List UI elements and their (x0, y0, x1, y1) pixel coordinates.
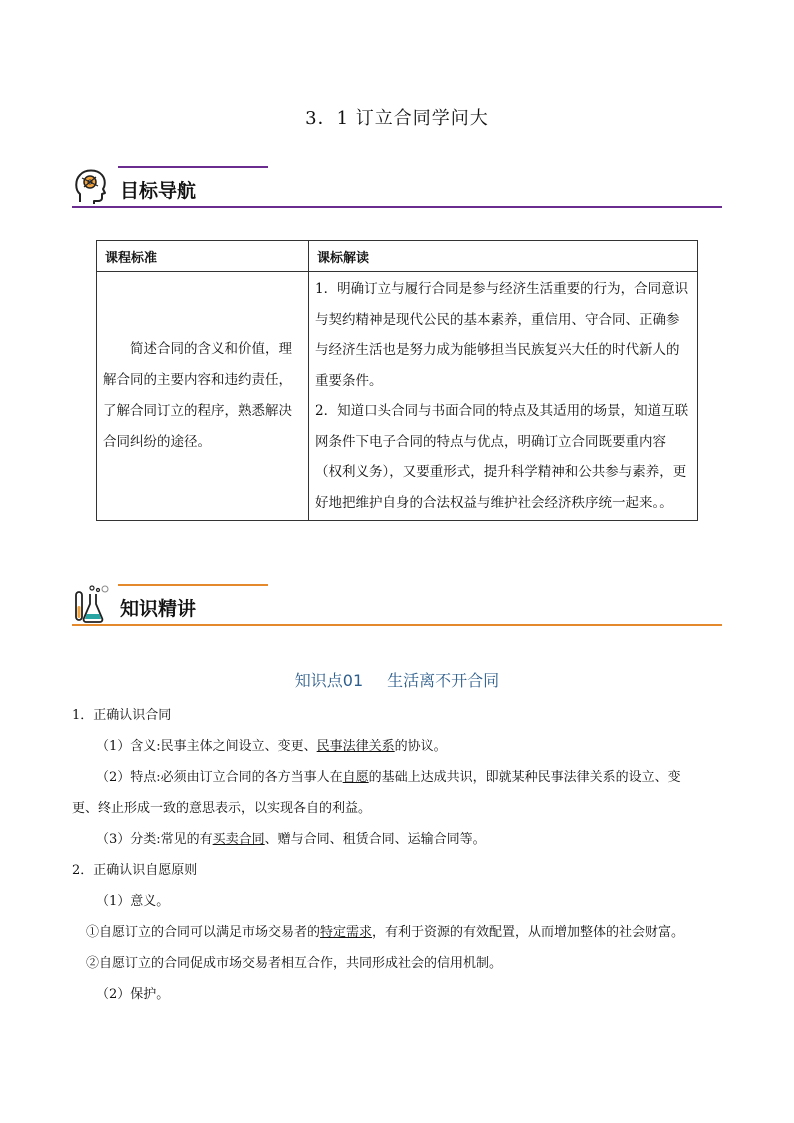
paragraph-type: （3）分类:常见的有买卖合同、赠与合同、租赁合同、运输合同等。 (96, 832, 486, 847)
content-body (72, 700, 724, 1010)
paragraph-protection: （2）保护。 (96, 987, 170, 1002)
section-underline (72, 206, 722, 208)
head-gear-icon (72, 166, 112, 206)
section-title-knowledge: 知识精讲 (120, 598, 197, 620)
interpretation-cell (309, 272, 698, 521)
knowledge-point-title (0, 668, 794, 691)
section-header-knowledge (72, 584, 722, 628)
page-title: 3．1 订立合同学问大 (305, 108, 489, 129)
paragraph-meaning: （1）含义:民事主体之间设立、变更、民事法律关系的协议。 (96, 739, 447, 754)
knowledge-point-label: 知识点01 (294, 671, 364, 690)
table-header-row (97, 241, 698, 272)
point-1: ①自愿订立的合同可以满足市场交易者的特定需求，有利于资源的有效配置，从而增加整体的社会财富。 (86, 925, 685, 940)
interpretation-item-2: 2．知道口头合同与书面合同的特点及其适用的场景，知道互联网条件下电子合同的特点与优点，明确订立合同既要重内容（权利义务），又要重形式，提升科学精神和公共参与素养，更好地把维护自身的合法权益与维护社会经济秩序统一起来。。 (315, 403, 689, 511)
table-row (97, 272, 698, 521)
section-topline (118, 584, 268, 586)
section-underline (72, 624, 722, 626)
paragraph-significance: （1）意义。 (96, 894, 170, 909)
paragraph-feature: （2）特点:必须由订立合同的各方当事人在自愿的基础上达成共识，即就某种民事法律关系的设立、变 (96, 770, 681, 785)
interpretation-item-1: 1．明确订立与履行合同是参与经济生活重要的行为，合同意识与契约精神是现代公民的基本素养，重信用、守合同、正确参与经济生活也是努力成为能够担当民族复兴大任的时代新人的重要条件。 (315, 281, 689, 389)
course-standard-table (96, 240, 698, 521)
section-header-goal (72, 166, 722, 210)
table-header-interpretation: 课标解读 (309, 241, 698, 272)
paragraph-feature-cont: 更、终止形成一致的意思表示，以实现各自的利益。 (72, 801, 372, 816)
standard-cell: 简述合同的含义和价值，理解合同的主要内容和违约责任，了解合同订立的程序，熟悉解决合同纠纷的途径。 (97, 272, 309, 521)
section-topline (118, 166, 268, 168)
heading-contract: 1．正确认识合同 (72, 708, 172, 723)
section-title-goal: 目标导航 (120, 180, 197, 202)
lab-flask-icon (72, 584, 112, 624)
table-header-standard: 课程标准 (97, 241, 309, 272)
heading-voluntary: 2．正确认识自愿原则 (72, 863, 198, 878)
point-2: ②自愿订立的合同促成市场交易者相互合作，共同形成社会的信用机制。 (86, 956, 503, 971)
knowledge-point-name: 生活离不开合同 (387, 671, 500, 690)
